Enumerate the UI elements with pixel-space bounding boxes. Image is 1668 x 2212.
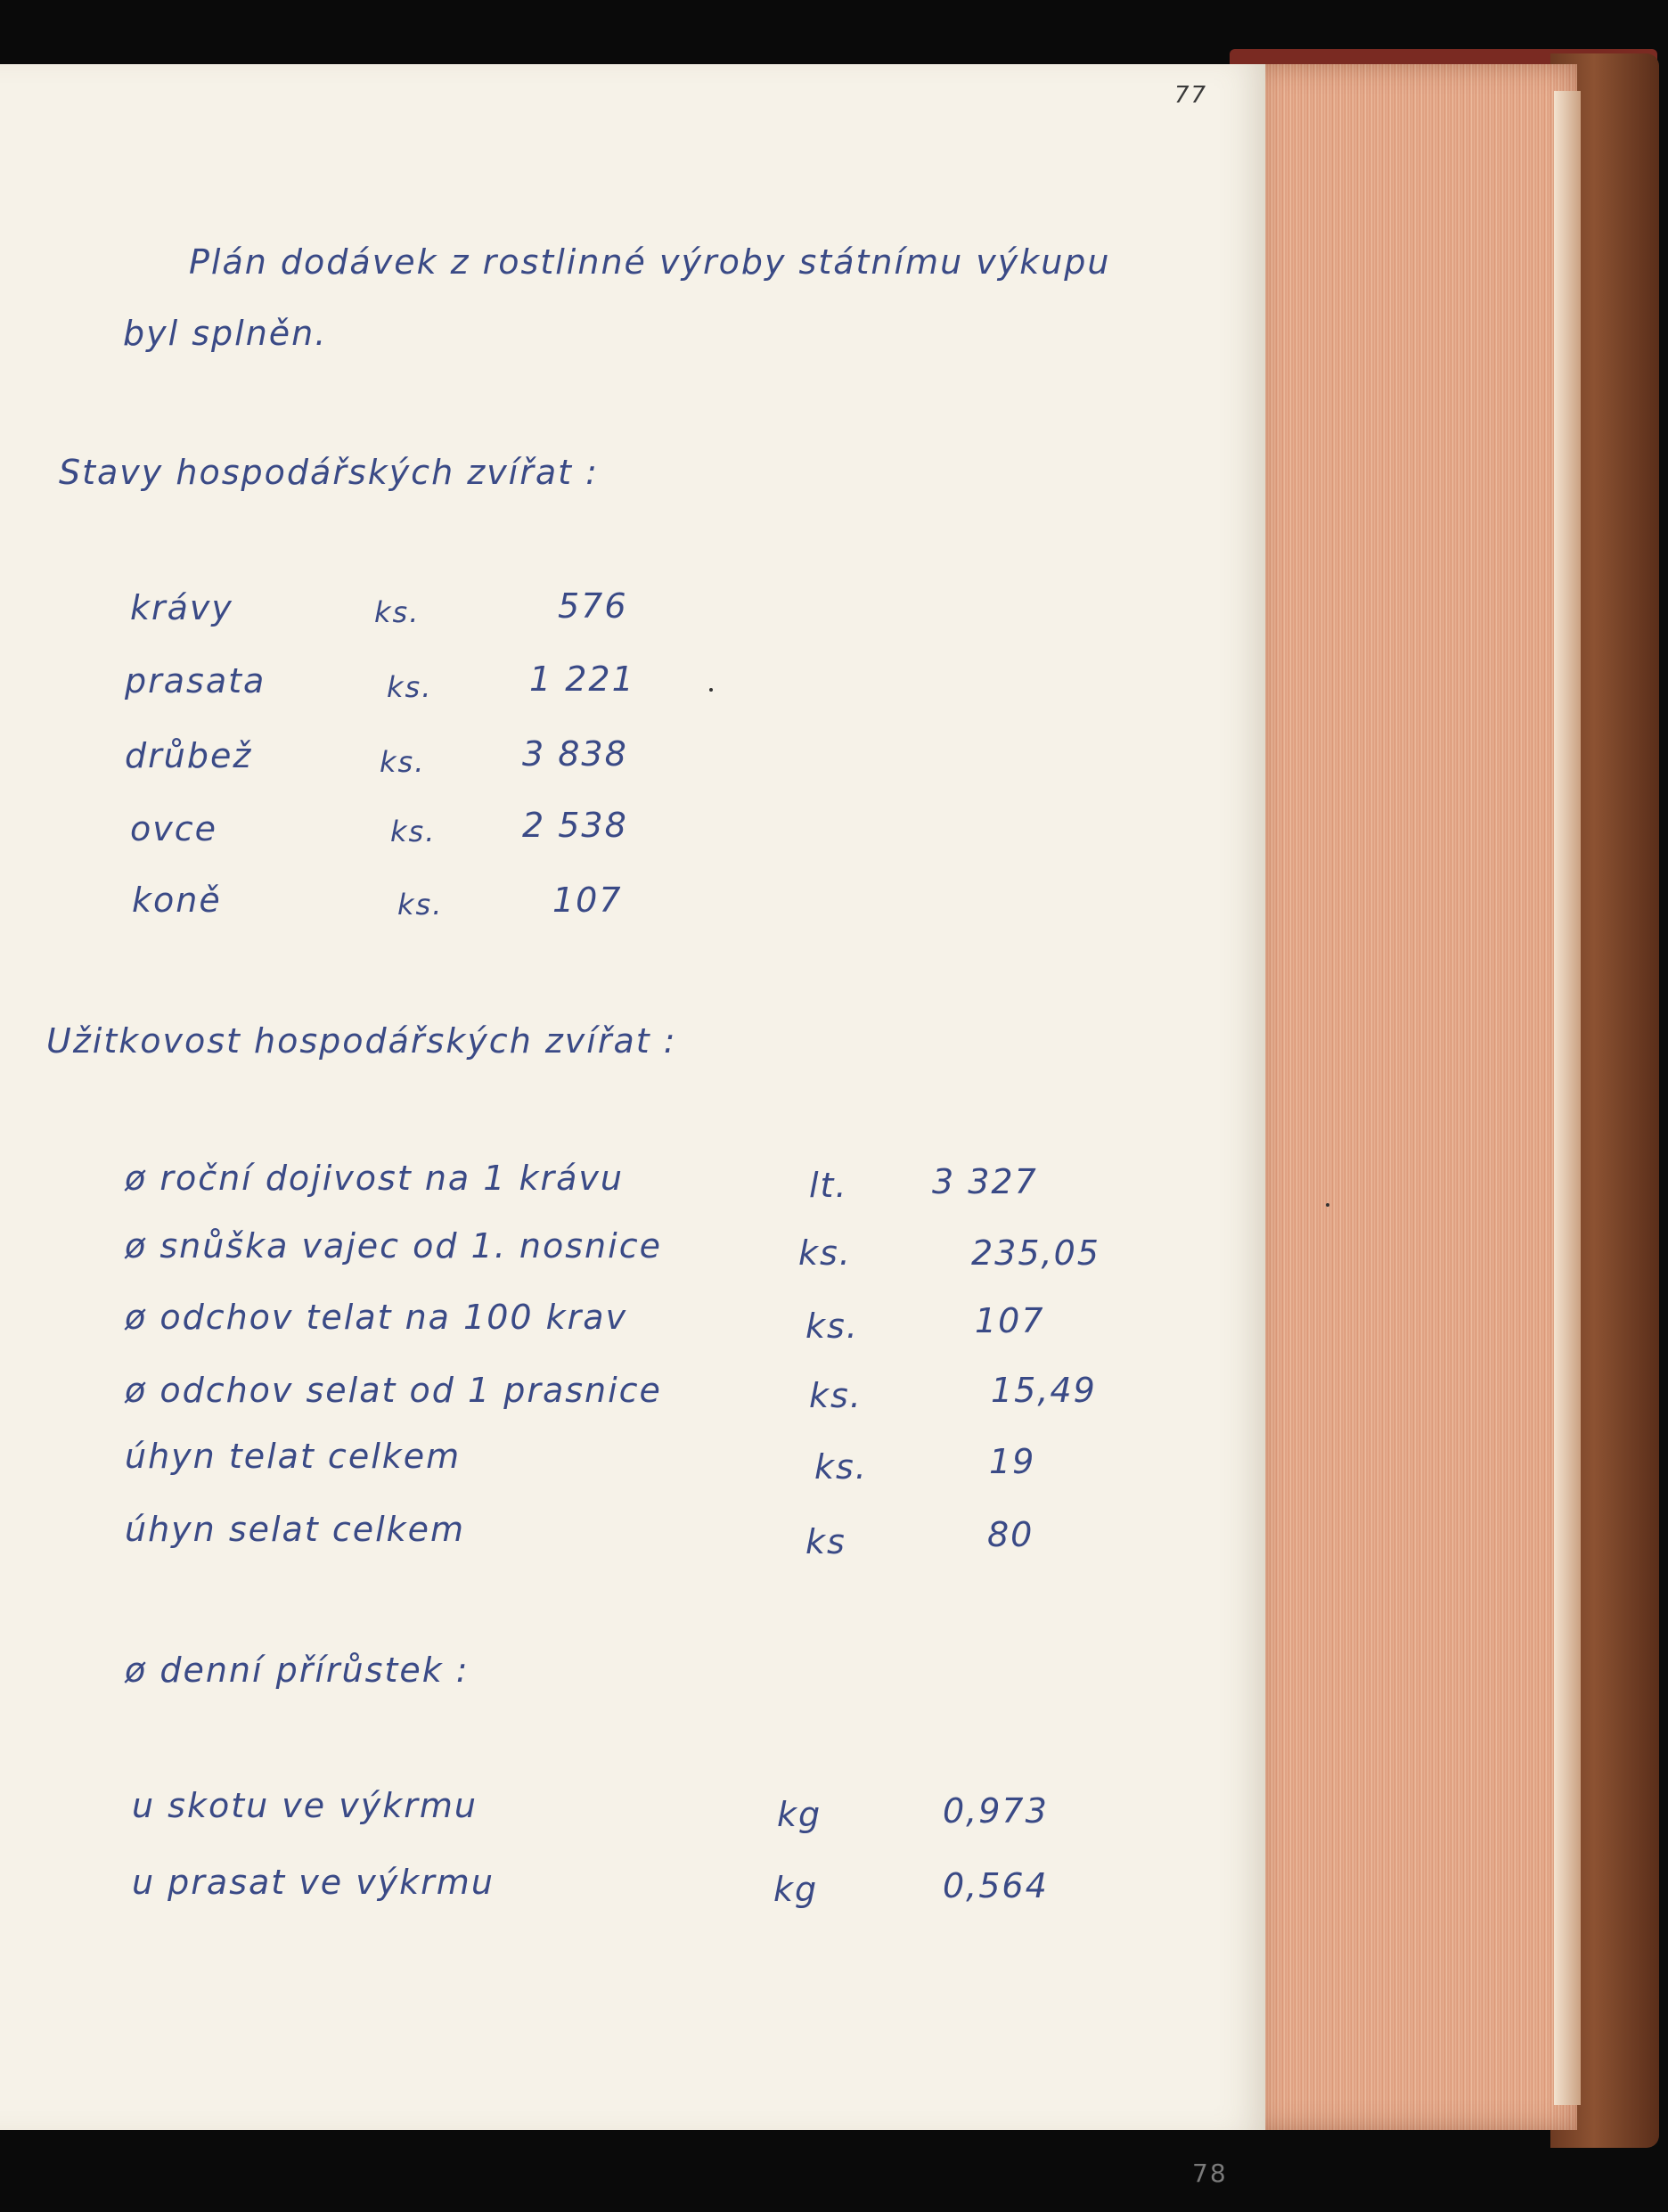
gain-value: 0,973: [943, 1791, 1049, 1831]
gain-unit: kg: [773, 1870, 819, 1909]
performance-value: 235,05: [971, 1233, 1100, 1273]
performance-unit: ks: [805, 1522, 846, 1561]
livestock-unit: ks.: [397, 888, 444, 922]
performance-value: 3 327: [932, 1162, 1038, 1201]
livestock-value: 3 838: [522, 734, 628, 774]
gain-value: 0,564: [943, 1866, 1049, 1905]
livestock-unit: ks.: [390, 815, 437, 848]
livestock-unit: ks.: [387, 670, 433, 704]
performance-label: ø roční dojivost na 1 krávu: [125, 1159, 625, 1198]
page-number-bottom: 78: [1192, 2159, 1228, 2188]
performance-label: ø snůška vajec od 1. nosnice: [125, 1226, 662, 1266]
performance-label: úhyn selat celkem: [125, 1510, 466, 1549]
livestock-heading: Stavy hospodářských zvířat :: [59, 453, 599, 492]
performance-unit: lt.: [809, 1166, 848, 1205]
performance-value: 107: [975, 1301, 1045, 1340]
performance-unit: ks.: [798, 1233, 852, 1273]
livestock-unit: ks.: [380, 745, 426, 779]
intro-line-2: byl splněn.: [123, 314, 328, 353]
performance-label: ø odchov telat na 100 krav: [125, 1298, 628, 1337]
livestock-label: prasata: [125, 661, 266, 700]
performance-value: 19: [989, 1442, 1036, 1481]
performance-value: 80: [987, 1515, 1034, 1554]
gain-label: u skotu ve výkrmu: [132, 1786, 478, 1825]
livestock-label: drůbež: [125, 736, 253, 775]
livestock-value: 576: [558, 586, 628, 626]
gain-unit: kg: [777, 1795, 822, 1834]
ink-dot: [709, 688, 713, 692]
performance-value: 15,49: [991, 1371, 1097, 1410]
livestock-value: 1 221: [529, 660, 635, 699]
livestock-label: ovce: [130, 809, 218, 848]
performance-unit: ks.: [809, 1376, 863, 1415]
gain-heading: ø denní přírůstek :: [125, 1651, 470, 1690]
ink-dot: [1326, 1203, 1329, 1207]
livestock-value: 2 538: [522, 806, 628, 845]
livestock-label: krávy: [130, 588, 233, 627]
page-number-top: 77: [1174, 82, 1208, 109]
gain-label: u prasat ve výkrmu: [132, 1863, 495, 1902]
page-fore-edge: [1256, 64, 1577, 2130]
livestock-label: koně: [132, 881, 222, 920]
performance-label: ø odchov selat od 1 prasnice: [125, 1371, 662, 1410]
performance-unit: ks.: [805, 1307, 859, 1346]
performance-heading: Užitkovost hospodářských zvířat :: [46, 1021, 677, 1061]
livestock-value: 107: [552, 881, 623, 920]
intro-line-1: Plán dodávek z rostlinné výroby státnímu výkupu: [189, 242, 1111, 282]
livestock-unit: ks.: [374, 595, 421, 629]
performance-label: úhyn telat celkem: [125, 1437, 462, 1476]
performance-unit: ks.: [814, 1447, 868, 1487]
